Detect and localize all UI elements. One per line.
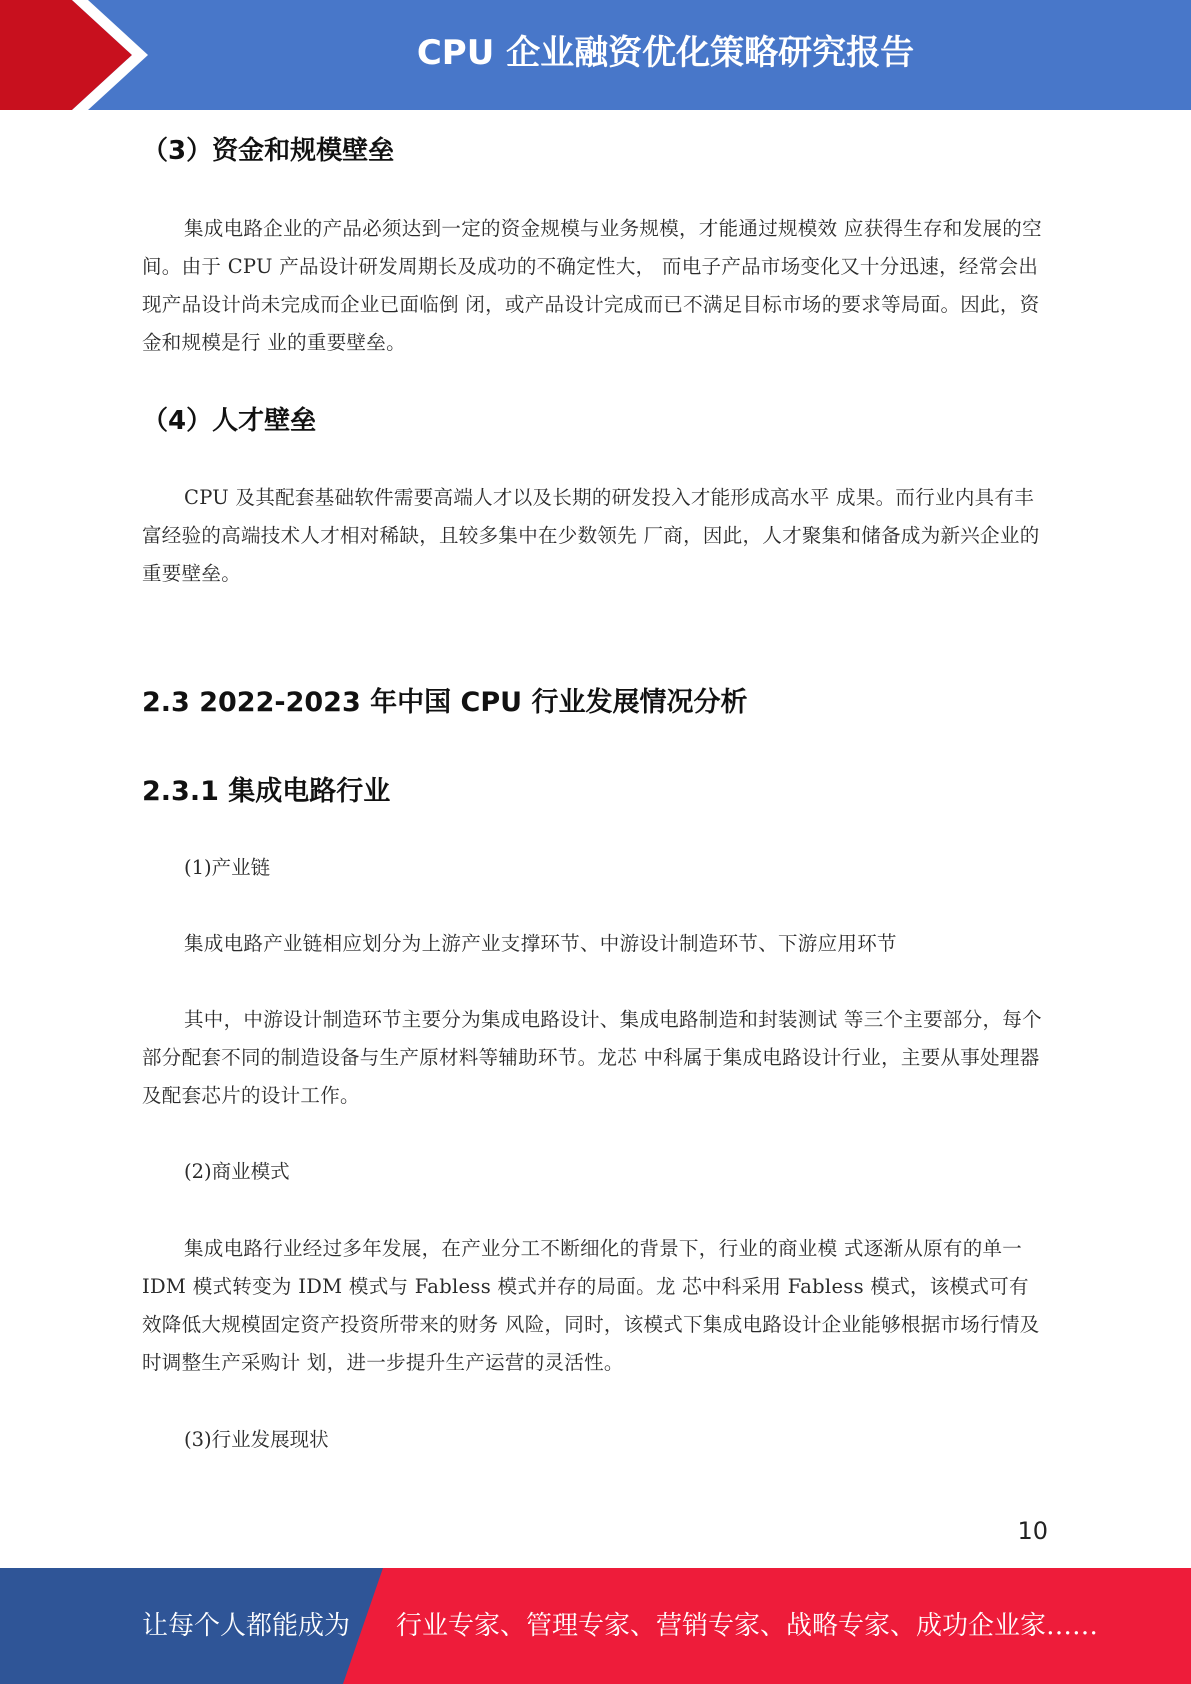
page-footer — [0, 1568, 1191, 1684]
barrier-4-paragraph: CPU 及其配套基础软件需要高端人才以及长期的研发投入才能形成高水平 成果。而行业内具有丰富经验的高端技术人才相对稀缺，且较多集中在少数领先 厂商，因此，人才聚集和储备成为新兴企业的重要壁垒。 — [142, 486, 1040, 585]
barrier-4-heading: （4）人才壁垒 — [142, 406, 317, 436]
section-2-3-heading: 2.3 2022-2023 年中国 CPU 行业发展情况分析 — [142, 687, 748, 718]
page-number: 10 — [1017, 1517, 1048, 1545]
item-1-label: (1)产业链 — [184, 856, 271, 879]
section-2-3-1-heading: 2.3.1 集成电路行业 — [142, 776, 391, 807]
item-3-label: (3)行业发展现状 — [184, 1428, 329, 1451]
item-2-label: (2)商业模式 — [184, 1160, 290, 1183]
item-2-paragraph: 集成电路行业经过多年发展，在产业分工不断细化的背景下，行业的商业模 式逐渐从原有的单一 IDM 模式转变为 IDM 模式与 Fabless 模式并存的局面。龙 芯中科采用 Fabless 模式，该模式可有效降低大规模固定资产投资所带来的财务 风险，同时，该模式下集成电路设计企业能够根据市场行情及时调整生产采购计 划，进一步提升生产运营的灵活性。 — [142, 1237, 1040, 1374]
footer-slogan-right: 行业专家、管理专家、营销专家、战略专家、成功企业家…… — [396, 1611, 1099, 1641]
barrier-3-paragraph: 集成电路企业的产品必须达到一定的资金规模与业务规模，才能通过规模效 应获得生存和发展的空间。由于 CPU 产品设计研发周期长及成功的不确定性大， 而电子产品市场变化又十分迅速，经常会出现产品设计尚未完成而企业已面临倒 闭，或产品设计完成而已不满足目标市场的要求等局面。因此，资金和规模是行 业的重要壁垒。 — [142, 217, 1042, 354]
item-1-paragraph: 集成电路产业链相应划分为上游产业支撑环节、中游设计制造环节、下游应用环节 — [184, 932, 897, 955]
report-title: CPU 企业融资优化策略研究报告 — [416, 33, 915, 73]
item-1-paragraph-2: 其中，中游设计制造环节主要分为集成电路设计、集成电路制造和封装测试 等三个主要部分，每个部分配套不同的制造设备与生产原材料等辅助环节。龙芯 中科属于集成电路设计行业，主要从事处理器及配套芯片的设计工作。 — [142, 1008, 1042, 1107]
footer-slogan-left: 让每个人都能成为 — [142, 1611, 351, 1641]
barrier-3-heading: （3）资金和规模壁垒 — [142, 136, 395, 166]
header-arrow-decoration — [0, 0, 160, 110]
page-header — [0, 0, 1191, 110]
